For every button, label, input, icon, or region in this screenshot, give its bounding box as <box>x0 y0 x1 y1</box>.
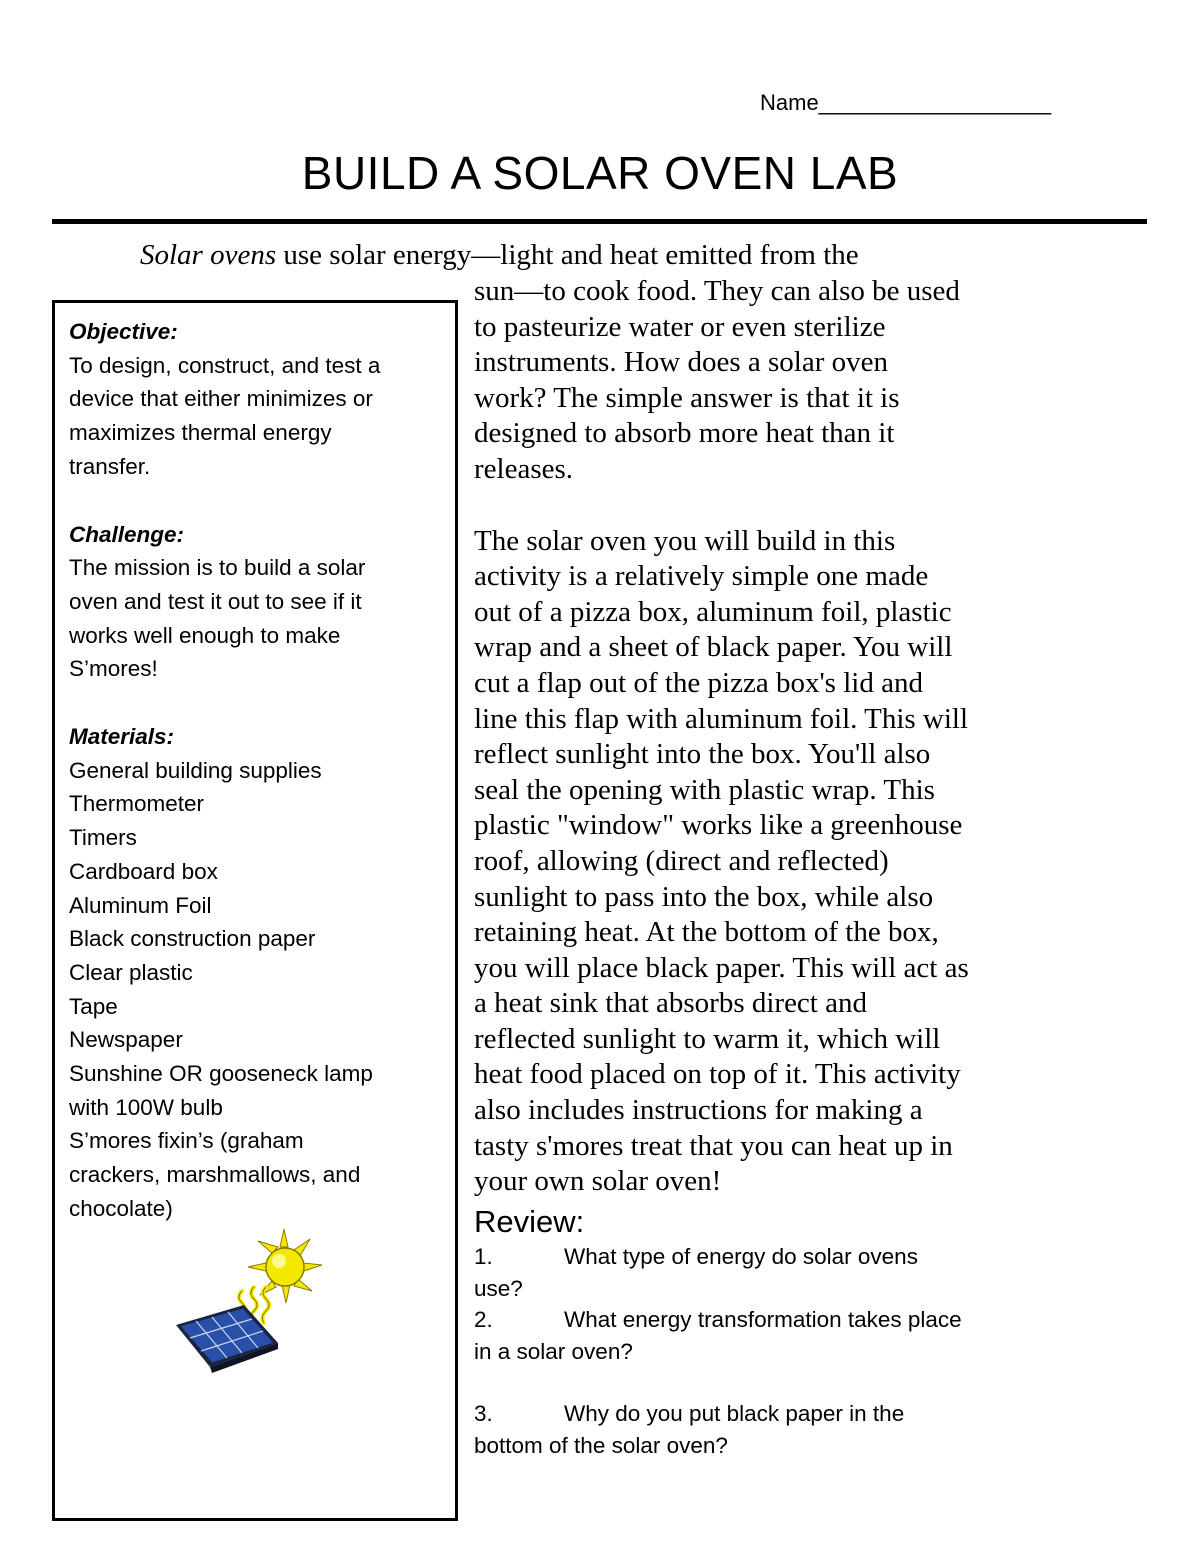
article-body <box>474 274 1064 1200</box>
challenge-line: S’mores! <box>69 656 158 682</box>
article-line: roof, allowing (direct and reflected) <box>474 844 889 877</box>
objective-line: device that either minimizes or <box>69 386 373 412</box>
article-paragraph-2 <box>474 524 1064 1200</box>
article-line: line this flap with aluminum foil. This will <box>474 702 969 735</box>
article-line: instruments. How does a solar oven <box>474 346 888 379</box>
article-line: also includes instructions for making a <box>474 1094 923 1127</box>
article-line: tasty s'mores treat that you can heat up in <box>474 1129 953 1162</box>
list-item: Cardboard box <box>69 858 218 884</box>
question-text-continued: in a solar oven? <box>474 1338 633 1364</box>
materials-list <box>69 754 449 1226</box>
article-line: cut a flap out of the pizza box's lid and <box>474 666 923 699</box>
list-item: Newspaper <box>69 1027 183 1053</box>
review-question <box>474 1398 1064 1461</box>
article-line: to pasteurize water or even sterilize <box>474 310 886 343</box>
review-question <box>474 1304 1064 1367</box>
article-line: out of a pizza box, aluminum foil, plastic <box>474 595 952 628</box>
article-paragraph-1 <box>474 274 1064 488</box>
article-line: reflected sunlight to warm it, which will <box>474 1022 941 1055</box>
list-item: Clear plastic <box>69 959 193 985</box>
question-text: Why do you put black paper in the <box>564 1401 905 1426</box>
article-line: sun—to cook food. They can also be used <box>474 275 960 307</box>
question-text-continued: use? <box>474 1275 523 1301</box>
article-line: designed to absorb more heat than it <box>474 417 895 450</box>
intro-term: Solar ovens <box>140 239 277 271</box>
article-line: heat food placed on top of it. This activity <box>474 1058 961 1091</box>
list-item: crackers, marshmallows, and <box>69 1162 361 1188</box>
article-line: you will place black paper. This will act as <box>474 951 969 984</box>
materials-heading: Materials: <box>69 724 175 750</box>
objective-heading: Objective: <box>69 319 178 344</box>
article-line: plastic "window" works like a greenhouse <box>474 809 963 842</box>
article-line: releases. <box>474 452 574 485</box>
list-item: Aluminum Foil <box>69 892 212 918</box>
list-item: S’mores fixin’s (graham <box>69 1128 304 1154</box>
article-line: wrap and a sheet of black paper. You will <box>474 631 953 664</box>
review-question <box>474 1241 1064 1304</box>
challenge-line: The mission is to build a solar <box>69 555 366 581</box>
list-item: Sunshine OR gooseneck lamp <box>69 1061 373 1087</box>
title-divider <box>52 219 1147 224</box>
article-line: activity is a relatively simple one made <box>474 560 929 593</box>
challenge-line: works well enough to make <box>69 622 341 648</box>
sun-and-solar-panel-icon <box>170 1225 330 1380</box>
page-title: BUILD A SOLAR OVEN LAB <box>301 147 899 199</box>
list-item: chocolate) <box>69 1195 173 1221</box>
article-line: sunlight to pass into the box, while also <box>474 880 934 913</box>
question-number: 3. <box>474 1401 493 1426</box>
article-line: reflect sunlight into the box. You'll also <box>474 738 931 771</box>
challenge-heading: Challenge: <box>69 521 185 547</box>
list-item: Black construction paper <box>69 926 316 952</box>
sun-disc <box>266 1248 304 1286</box>
intro-line <box>140 238 859 273</box>
challenge-line: oven and test it out to see if it <box>69 588 362 614</box>
list-item: General building supplies <box>69 757 322 783</box>
review-heading: Review: <box>474 1204 585 1239</box>
article-line: The solar oven you will build in this <box>474 524 896 557</box>
question-number: 1. <box>474 1244 493 1269</box>
review-section <box>474 1203 1064 1461</box>
list-item: Tape <box>69 993 118 1019</box>
article-line: your own solar oven! <box>474 1165 722 1198</box>
list-item: with 100W bulb <box>69 1094 223 1120</box>
objective-line: maximizes thermal energy <box>69 420 332 446</box>
list-item: Timers <box>69 825 137 851</box>
article-line: seal the opening with plastic wrap. This <box>474 773 935 806</box>
question-text-continued: bottom of the solar oven? <box>474 1432 728 1458</box>
question-text: What energy transformation takes place <box>564 1307 962 1332</box>
objective-line: transfer. <box>69 453 151 479</box>
objective-line: To design, construct, and test a <box>69 352 381 378</box>
question-text: What type of energy do solar ovens <box>564 1244 918 1269</box>
article-line: a heat sink that absorbs direct and <box>474 987 867 1020</box>
name-field-label: Name___________________ <box>760 90 1052 115</box>
review-questions <box>474 1241 1064 1461</box>
question-number: 2. <box>474 1307 493 1332</box>
article-line: retaining heat. At the bottom of the box, <box>474 916 939 949</box>
intro-line-rest: use solar energy—light and heat emitted from the <box>276 239 859 271</box>
list-item: Thermometer <box>69 791 205 817</box>
article-line: work? The simple answer is that it is <box>474 381 900 414</box>
